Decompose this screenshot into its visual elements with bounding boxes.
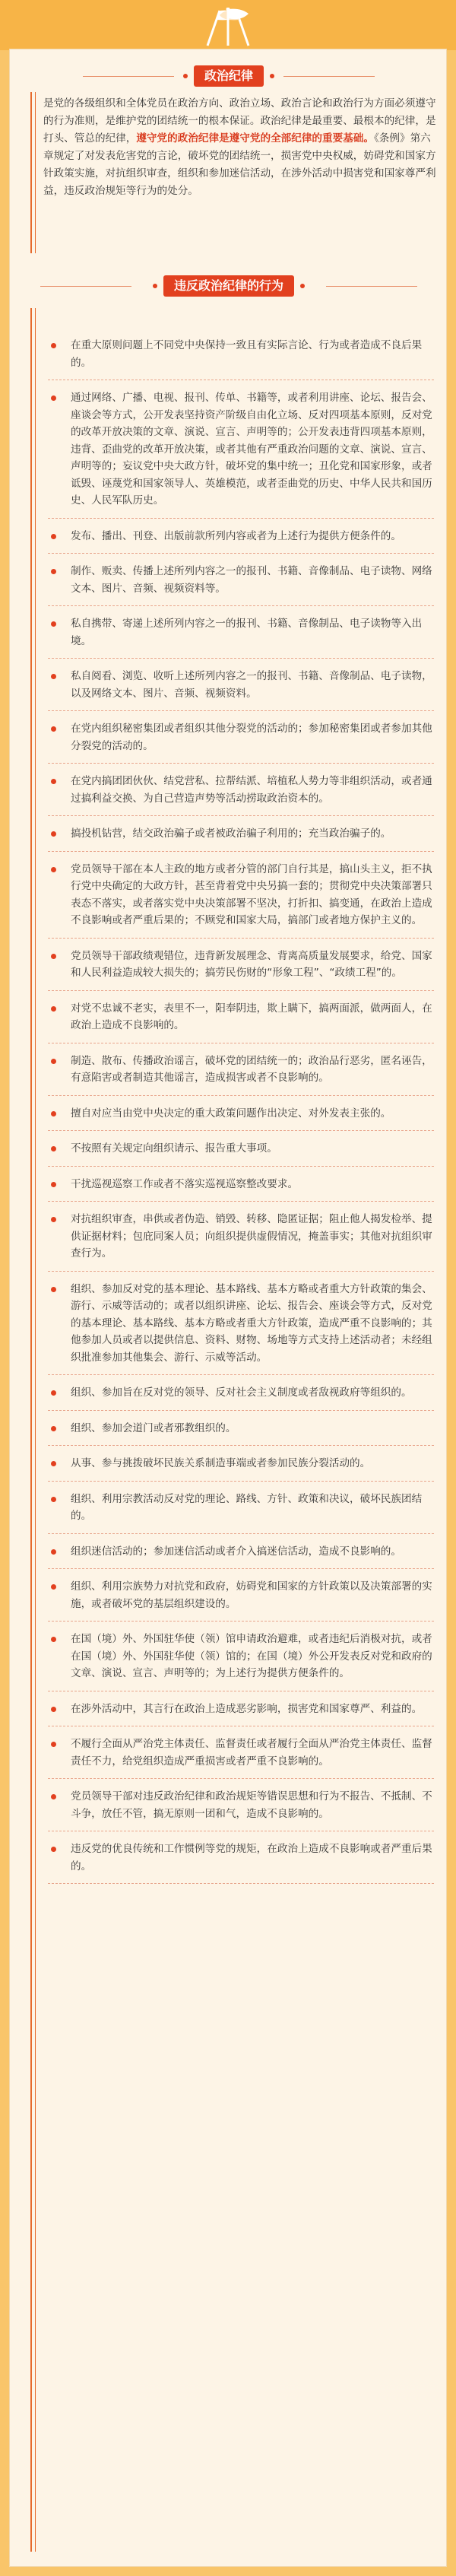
list-item: [48, 1569, 434, 1622]
list-item: [48, 764, 434, 816]
list-item-text: 在重大原则问题上不同党中央保持一致且有实际言论、行为或者造成不良后果的。: [71, 339, 423, 369]
bullet-dot-icon: [51, 569, 56, 574]
list-item-text: 组织、参加反对党的基本理论、基本路线、基本方略或者重大方针政策的集会、游行、示威等活动的；或者以组织讲座、论坛、报告会、座谈会等方式，反对党的基本理论、基本路线、基本方略或者重大方针政策，造成严重不良影响的；其他参加人员或者以提供信息、资料、财物、场地等方式支持上述活动者；未经组织批准参加其他集会、游行、示威等活动。: [71, 1282, 432, 1364]
bullet-dot-icon: [51, 534, 56, 539]
bullet-dot-icon: [51, 343, 56, 348]
list-item: [48, 1831, 434, 1884]
bullet-dot-icon: [51, 954, 56, 959]
content-card: [9, 49, 447, 2567]
list-item: [48, 852, 434, 939]
list-item: [48, 1272, 434, 1376]
list-item-text: 在党内搞团团伙伙、结党营私、拉帮结派、培植私人势力等非组织活动，或者通过搞利益交换、为自己营造声势等活动捞取政治资本的。: [71, 775, 432, 805]
list-item: [48, 1726, 434, 1779]
divider: [83, 76, 174, 77]
list-item: [48, 1411, 434, 1447]
intro-highlight: 遵守党的政治纪律是遵守党的全部纪律的重要基础。: [136, 132, 374, 145]
bullet-dot-icon: [51, 674, 56, 679]
list-item-text: 搞投机钻营，结交政治骗子或者被政治骗子利用的；充当政治骗子的。: [71, 827, 391, 840]
intro-accent-line-thin: [35, 92, 36, 253]
bullet-dot-icon: [51, 1217, 56, 1222]
bullet-dot-icon: [51, 1461, 56, 1466]
bullet-dot-icon: [51, 1847, 56, 1852]
bullet-dot-icon: [51, 1390, 56, 1396]
list-item-text: 在涉外活动中，其言行在政治上造成恶劣影响，损害党和国家尊严、利益的。: [71, 1702, 423, 1715]
list-item: [48, 1043, 434, 1096]
list-item-text: 对抗组织审查，串供或者伪造、销毁、转移、隐匿证据；阻止他人揭发检举、提供证据材料；包庇同案人员；向组织提供虚假情况，掩盖事实；其他对抗组织审查行为。: [71, 1213, 432, 1259]
bullet-dot-icon: [51, 1182, 56, 1187]
list-item: [48, 1131, 434, 1167]
intro-text-after: 《条例》第六章规定了对发表危害党的言论，破坏党的团结统一，损害党中央权威，妨碍党和国家方针政策实施，对抗组织审查，组织和参加迷信活动，在涉外活动中损害党和国家尊严利益，违反政治规矩等行为的处分。: [43, 132, 436, 197]
bullet-dot-icon: [51, 1006, 56, 1012]
section-header-violations: [10, 275, 448, 297]
list-item-text: 违反党的优良传统和工作惯例等党的规矩，在政治上造成不良影响或者严重后果的。: [71, 1843, 432, 1872]
list-item-text: 党员领导干部在本人主政的地方或者分管的部门自行其是，搞山头主义，拒不执行党中央确定的大政方针，甚至背着党中央另搞一套的；贯彻党中央决策部署只表态不落实，或者落实党中央决策部署不坚决，打折扣、搞变通，在政治上造成不良影响或者严重后果的；不顾党和国家大局，搞部门或者地方保护主义的。: [71, 862, 432, 926]
list-item: [48, 328, 434, 380]
list-accent-line: [30, 308, 32, 2552]
list-item: [48, 816, 434, 852]
bullet-dot-icon: [51, 1549, 56, 1555]
bullet-dot-icon: [51, 779, 56, 784]
list-item: [48, 606, 434, 659]
intro-paragraph: [43, 95, 439, 200]
bullet-dot-icon: [51, 1426, 56, 1431]
list-item-text: 组织、利用宗教活动反对党的理论、路线、方针、政策和决议，破坏民族团结的。: [71, 1492, 423, 1522]
list-item-text: 组织、参加旨在反对党的领导、反对社会主义制度或者敌视政府等组织的。: [71, 1386, 412, 1399]
list-item-text: 制造、散布、传播政治谣言，破坏党的团结统一的；政治品行恶劣，匿名诬告，有意陷害或者制造其他谣言，造成损害或者不良影响的。: [71, 1054, 432, 1084]
divider: [40, 286, 131, 287]
section-header-political-discipline: [10, 65, 448, 87]
bullet-dot-icon: [51, 1497, 56, 1502]
list-item: [48, 1446, 434, 1482]
list-item-text: 在国（境）外、外国驻华使（领）馆申请政治避难，或者违纪后消极对抗，或者在国（境）外、外国驻华使（领）馆的；在国（境）外公开发表反对党和政府的文章、演说、宣言、声明等的；为上述行为提供方便条件的。: [71, 1633, 432, 1679]
flags-icon: [194, 8, 262, 47]
bullet-dot-icon: [51, 831, 56, 837]
list-item-text: 组织、利用宗族势力对抗党和政府，妨碍党和国家的方针政策以及决策部署的实施，或者破坏党的基层组织建设的。: [71, 1580, 432, 1610]
bullet-dot-icon: [51, 726, 56, 732]
list-item: [48, 1482, 434, 1534]
list-item: [48, 939, 434, 991]
list-item: [48, 1779, 434, 1831]
list-item: [48, 1375, 434, 1411]
list-item-text: 不履行全面从严治党主体责任、监督责任或者履行全面从严治党主体责任、监督责任不力，给党组织造成严重损害或者严重不良影响的。: [71, 1738, 432, 1768]
section-title: 违反政治纪律的行为: [163, 275, 294, 297]
bullet-dot-icon: [51, 621, 56, 627]
intro-accent-line: [30, 92, 32, 253]
list-item-text: 制作、贩卖、传播上述所列内容之一的报刊、书籍、音像制品、电子读物、网络文本、图片、音频、视频资料等。: [71, 565, 432, 595]
list-item: [48, 380, 434, 519]
list-item: [48, 991, 434, 1043]
list-item-text: 不按照有关规定向组织请示、报告重大事项。: [71, 1142, 277, 1155]
list-item: [48, 1202, 434, 1272]
list-item: [48, 1534, 434, 1570]
bullet-dot-icon: [51, 1111, 56, 1116]
list-item-text: 干扰巡视巡察工作或者不落实巡视巡察整改要求。: [71, 1177, 299, 1190]
list-item: [48, 1167, 434, 1202]
list-item-text: 私自阅看、浏览、收听上述所列内容之一的报刊、书籍、音像制品、电子读物，以及网络文本、图片、音频、视频资料。: [71, 670, 432, 700]
bullet-dot-icon: [51, 867, 56, 872]
bullet-dot-icon: [51, 1637, 56, 1642]
list-item: [48, 1622, 434, 1691]
list-item-text: 在党内组织秘密集团或者组织其他分裂党的活动的；参加秘密集团或者参加其他分裂党的活动的。: [71, 723, 432, 752]
list-item: [48, 659, 434, 711]
bullet-dot-icon: [51, 1146, 56, 1151]
list-item-text: 私自携带、寄递上述所列内容之一的报刊、书籍、音像制品、电子读物等入出境。: [71, 618, 423, 647]
list-item: [48, 1096, 434, 1132]
list-item-text: 党员领导干部政绩观错位，违背新发展理念、背离高质量发展要求，给党、国家和人民利益造成较大损失的；搞劳民伤财的“形象工程”、“政绩工程”的。: [71, 949, 432, 979]
divider: [283, 76, 375, 77]
list-item-text: 从事、参与挑拨破坏民族关系制造事端或者参加民族分裂活动的。: [71, 1457, 371, 1469]
list-item: [48, 711, 434, 764]
list-item-text: 通过网络、广播、电视、报刊、传单、书籍等，或者利用讲座、论坛、报告会、座谈会等方式，公开发表坚持资产阶级自由化立场、反对四项基本原则，反对党的改革开放决策的文章、演说、宣言、声明等的；公开发表违背四项基本原则，违背、歪曲党的改革开放决策，或者其他有严重政治问题的文章、演说、宣言、声明等的；妄议党中央大政方针，破坏党的集中统一；丑化党和国家形象，或者诋毁、诬蔑党和国家领导人、英雄模范，或者歪曲党的历史、中华人民共和国历史、人民军队历史。: [71, 392, 432, 507]
list-item-text: 发布、播出、刊登、出版前款所列内容或者为上述行为提供方便条件的。: [71, 529, 401, 542]
list-item-text: 组织迷信活动的；参加迷信活动或者介入搞迷信活动，造成不良影响的。: [71, 1545, 401, 1558]
violation-list: [48, 328, 434, 1884]
bullet-dot-icon: [51, 1707, 56, 1712]
bullet-dot-icon: [51, 1287, 56, 1292]
bullet-dot-icon: [51, 1584, 56, 1590]
list-item-text: 党员领导干部对违反政治纪律和政治规矩等错误思想和行为不报告、不抵制、不斗争，放任不管，搞无原则一团和气，造成不良影响的。: [71, 1790, 432, 1820]
intro-text-before: 是党的各级组织和全体党员在政治方向、政治立场、政治言论和政治行为方面必须遵守的行为准则，是维护党的团结统一的根本保证。政治纪律是最重要、最根本的纪律，是打头、管总的纪律，: [43, 97, 436, 145]
bullet-dot-icon: [51, 1742, 56, 1747]
section-title: 政治纪律: [194, 65, 264, 87]
list-item-text: 组织、参加会道门或者邪教组织的。: [71, 1421, 236, 1434]
bullet-dot-icon: [51, 1794, 56, 1799]
list-accent-line-thin: [35, 308, 36, 2552]
list-item: [48, 519, 434, 554]
list-item-text: 擅自对应当由党中央决定的重大政策问题作出决定、对外发表主张的。: [71, 1107, 391, 1120]
list-item: [48, 554, 434, 606]
list-item-text: 对党不忠诚不老实，表里不一，阳奉阴违，欺上瞒下，搞两面派，做两面人，在政治上造成不良影响的。: [71, 1002, 432, 1031]
list-item: [48, 1691, 434, 1727]
bullet-dot-icon: [51, 395, 56, 401]
divider: [326, 286, 417, 287]
bullet-dot-icon: [51, 1059, 56, 1064]
